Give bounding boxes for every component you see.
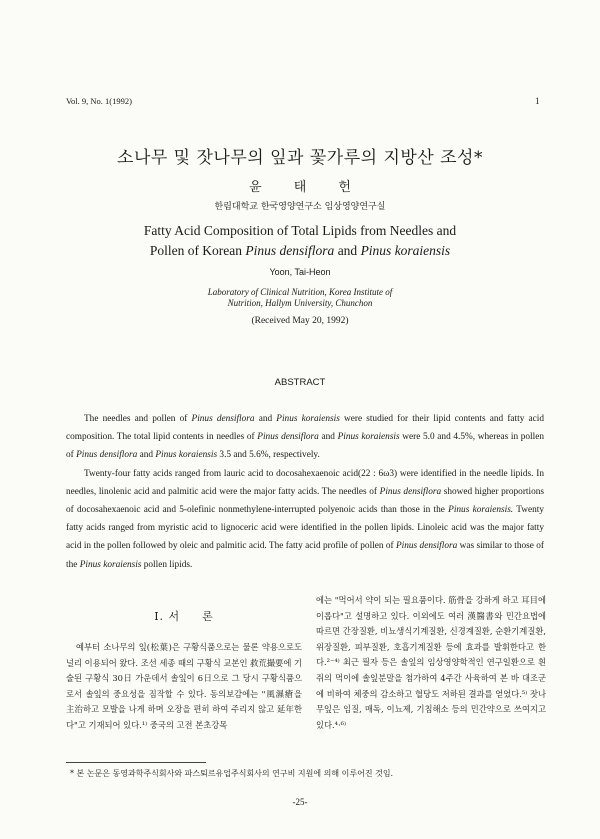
- abstract-paragraph-2: Twenty-four fatty acids ranged from lauric acid to docosahexaenoic acid(22 : 6ω3) were identified in the needle lipids. In needles, linolenic acid and palmitic acid were the major fatty acids. The needles of Pinus densiflora showed higher proportions of docosahexaenoic acid and 5-olefinic nonmethylene-interrupted polyenoic acids than those in the Pinus koraiensis. Twenty fatty acids ranged from myristic acid to lignoceric acid were identified in the pollen lipids. Linoleic acid was the major fatty acid in the pollen followed by oleic and palmitic acid. The fatty acid profile of pollen of Pinus densiflora was similar to those of the Pinus koraiensis pollen lipids.: [66, 468, 544, 570]
- title-english-line1: Fatty Acid Composition of Total Lipids from Needles and: [143, 223, 457, 238]
- author-english: Yoon, Tai-Heon: [269, 267, 331, 277]
- title-korean: 소나무 및 잣나무의 잎과 꽃가루의 지방산 조성*: [117, 148, 483, 168]
- introduction-paragraph: 예부터 소나무의 잎(松葉)은 구황식품으로는 물론 약용으로도 널리 이용되어 왔다. 조선 세종 때의 구황식 교본인 救荒撮要에 기술된 구황식 30日 가운데서 솔잎이 6日으로 그 당시 구황식품으로서 솔잎의 중요성을 짐작할 수 있다. 동의보감에는 "風濕瘡을 主治하고 모발을 나게 하며 오장을 편히 하여 주리지 않고 延年한다"고 기재되어 있다.¹⁾ 중국의 고전 본초강목: [66, 642, 302, 730]
- affiliation-korean: 한림대학교 한국영양연구소 임상영양연구실: [214, 202, 386, 212]
- section-heading-introduction: I. 서 론: [154, 610, 214, 623]
- received-date: (Received May 20, 1992): [251, 316, 349, 326]
- running-page-number: 1: [535, 96, 540, 106]
- affiliation-english-line2: Nutrition, Hallym University, Chunchon: [227, 298, 373, 308]
- body-column-left: [66, 608, 302, 734]
- affiliation-english: [0, 287, 600, 309]
- journal-volume: Vol. 9, No. 1(1992): [66, 96, 132, 106]
- author-korean: 윤 태 헌: [249, 180, 365, 195]
- footnote: * 본 논문은 동영과학주식회사와 파스퇴르유업주식회사의 연구비 지원에 의해 이루어진 것임.: [70, 769, 394, 778]
- title-english-line2: Pollen of Korean Pinus densiflora and Pinus koraiensis: [149, 243, 451, 258]
- page-number: -25-: [292, 797, 308, 807]
- body-column-right: [316, 593, 546, 733]
- footnote-divider: [66, 762, 206, 763]
- abstract-heading: ABSTRACT: [274, 377, 326, 388]
- affiliation-english-line1: Laboratory of Clinical Nutrition, Korea Institute of: [207, 287, 393, 297]
- introduction-paragraph-continued: 에는 "먹어서 약이 되는 필요품이다. 筋骨을 강하게 하고 耳目에 이롭다"고 설명하고 있다. 이외에도 여러 漢醫書와 민간요법에 따르면 간장질환, 비뇨생식기계질환, 신경계질환, 순환기계질환, 위장질환, 피부질환, 호흡기계질환 등에 효과를 발휘한다고 한다.²⁻⁴⁾ 최근 필자 등은 솔잎의 임상영양학적인 연구일환으로 흰쥐의 먹이에 솔잎분말을 첨가하여 4주간 사육하여 본 바 대조군에 비하여 체중의 감소하고 혈당도 저하된 결과를 얻었다.⁵⁾ 잣나무잎은 임질, 매독, 이뇨제, 기침해소 등의 민간약으로 쓰여지고 있다.⁴·⁶⁾: [316, 595, 546, 730]
- title-english: [0, 221, 600, 261]
- abstract-paragraph-1: The needles and pollen of Pinus densiflora and Pinus koraiensis were studied for their lipid contents and fatty acid composition. The total lipid contents in needles of Pinus densiflora and Pinus koraiensis were 5.0 and 4.5%, whereas in pollen of Pinus densiflora and Pinus koraiensis 3.5 and 5.6%, respectively.: [66, 414, 545, 461]
- abstract-body: [66, 410, 544, 574]
